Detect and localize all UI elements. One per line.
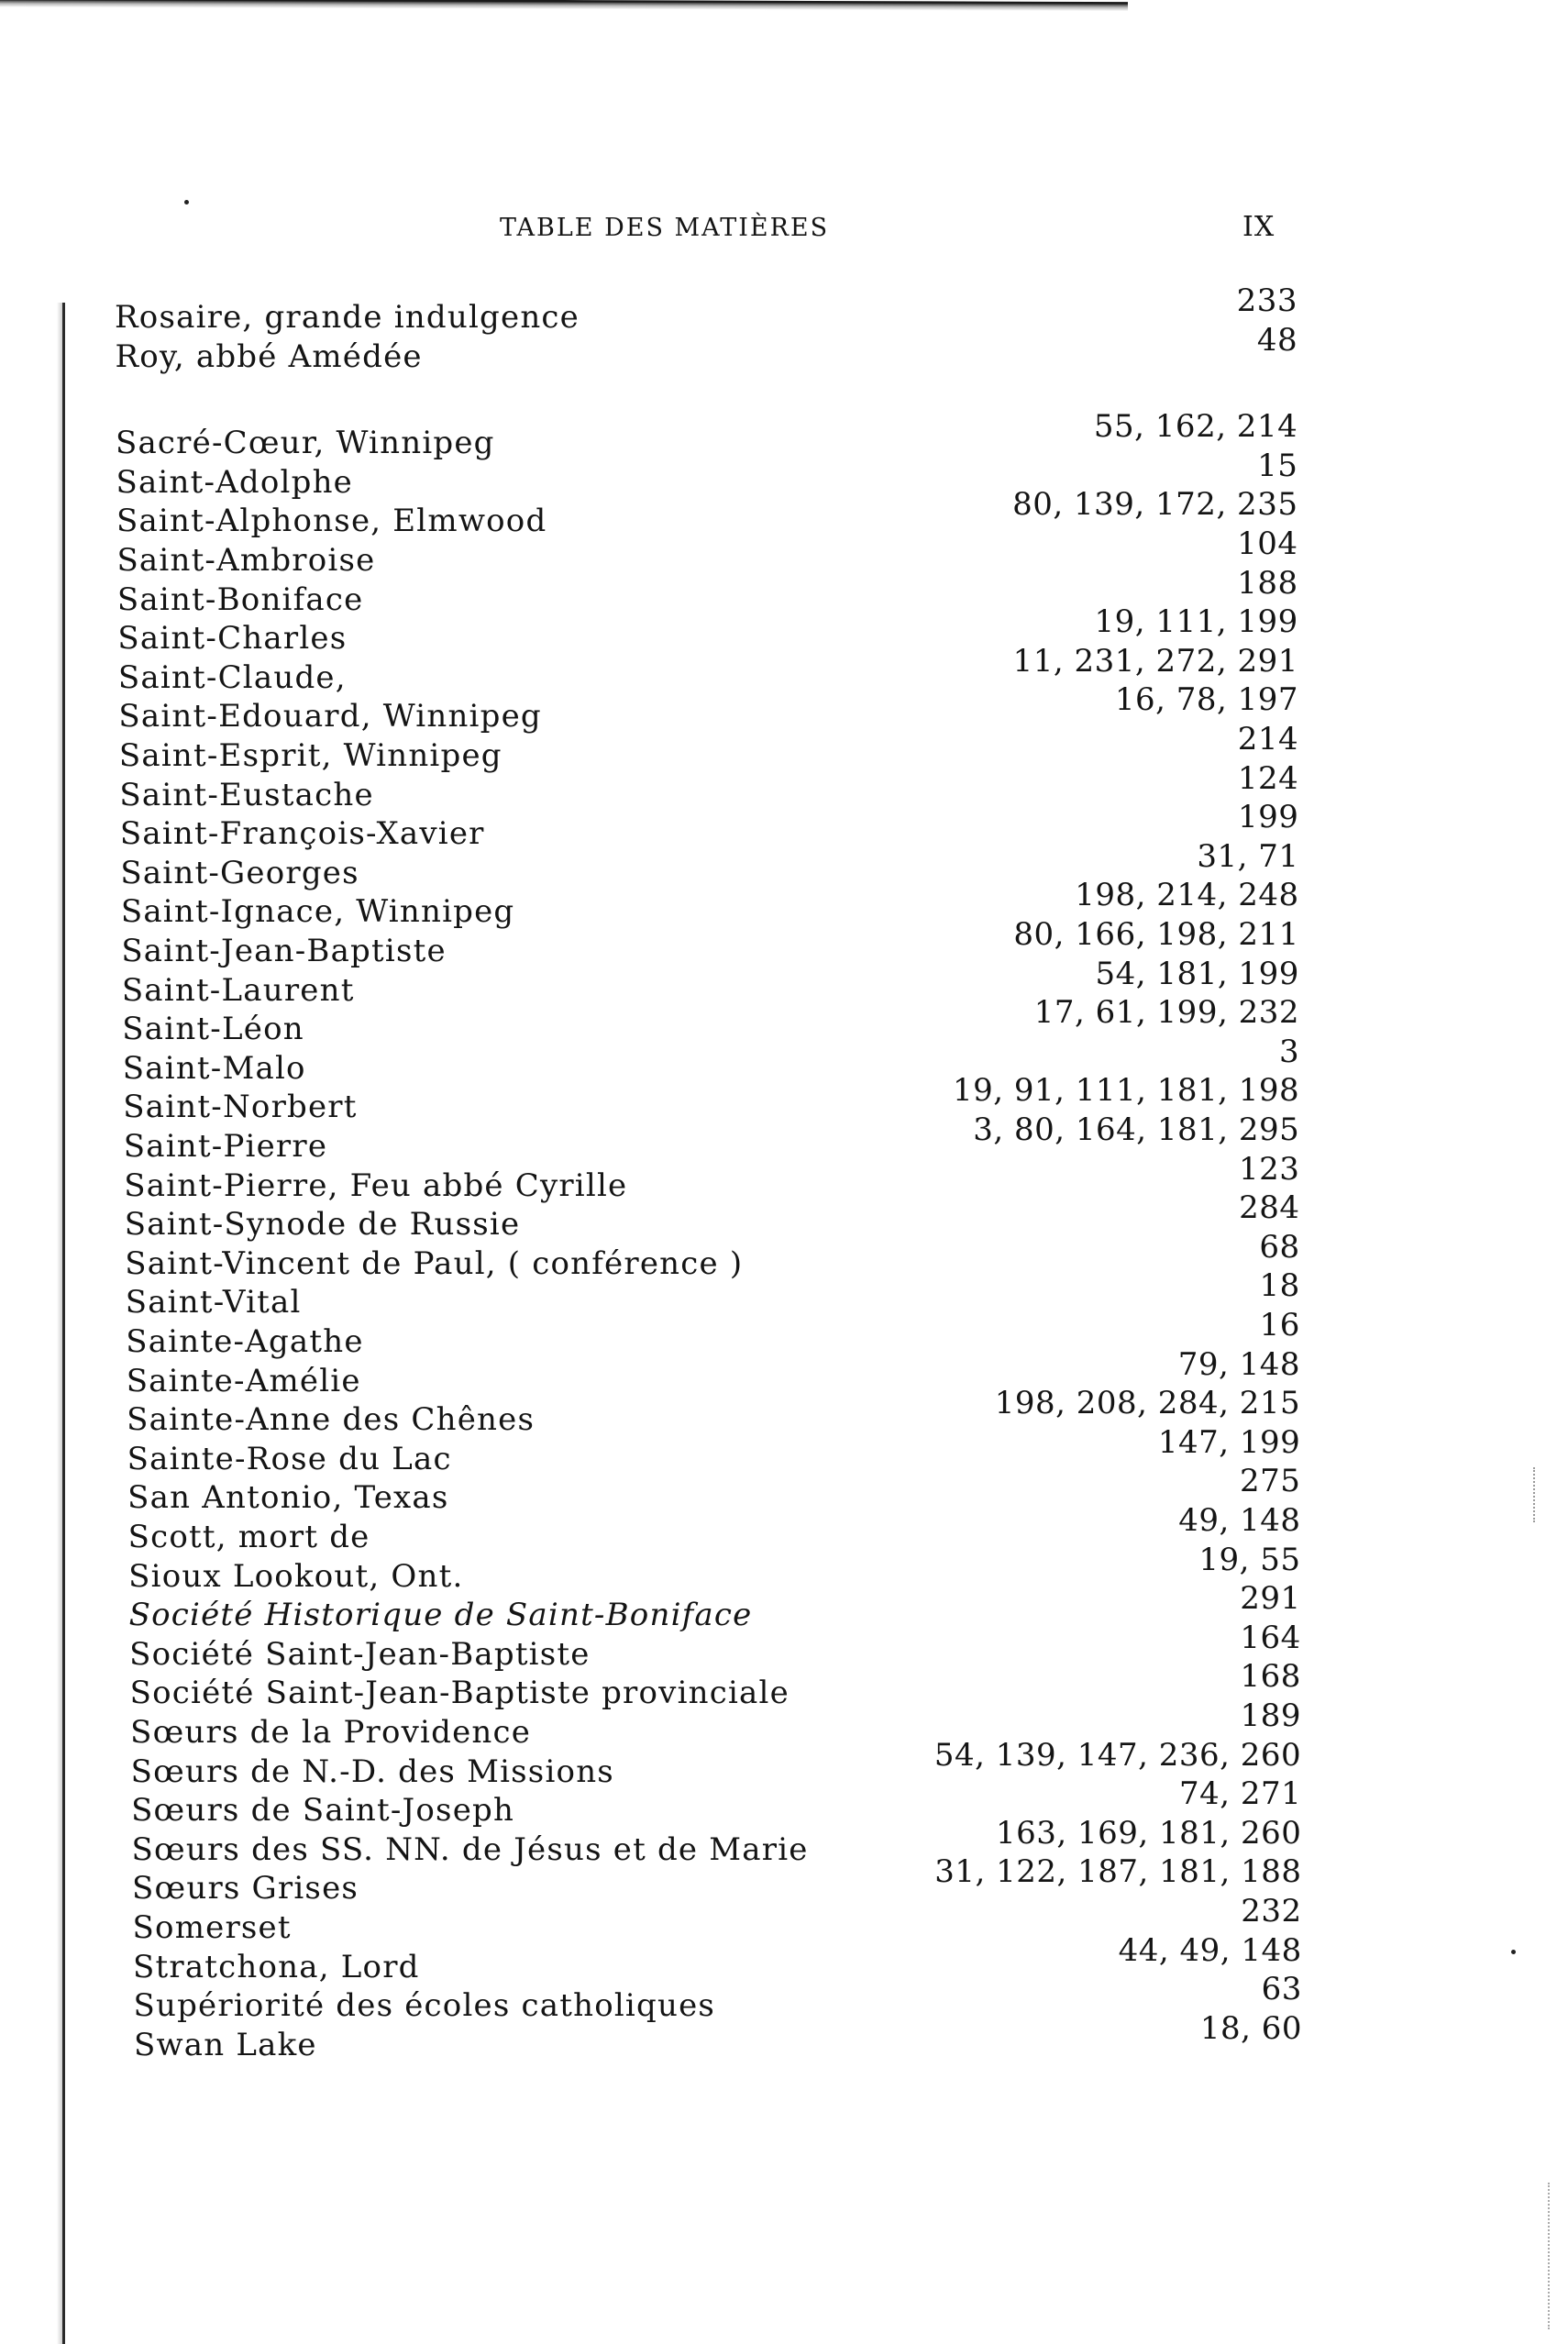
- index-term: Saint-Pierre, Feu abbé Cyrille: [124, 1166, 628, 1204]
- index-entry: [133, 1931, 1302, 1985]
- index-entry: [119, 799, 1299, 853]
- index-term: Société Historique de Saint-Boniface: [128, 1597, 753, 1634]
- index-page-refs: 79, 148: [1177, 1345, 1300, 1383]
- index-page-refs: 19, 55: [1198, 1541, 1301, 1578]
- index-term: Sainte-Amélie: [126, 1362, 361, 1399]
- index-entry: [130, 1736, 1302, 1790]
- index-entry: [115, 408, 1298, 462]
- index-term: Saint-Vincent de Paul, ( conférence ): [125, 1244, 744, 1282]
- index-term: Saint-Alphonse, Elmwood: [116, 503, 547, 540]
- index-page-refs: 124: [1237, 759, 1299, 797]
- index-page-refs: 16, 78, 197: [1114, 681, 1299, 719]
- index-entry: [124, 1189, 1300, 1244]
- index-term: Sœurs des SS. NN. de Jésus et de Marie: [131, 1830, 809, 1868]
- index-term: Sainte-Anne des Chênes: [127, 1401, 536, 1439]
- index-term: Saint-Jean-Baptiste: [121, 933, 447, 969]
- index-page-refs: 17, 61, 199, 232: [1033, 994, 1299, 1032]
- index-entry: [133, 1971, 1302, 2025]
- index-term: Sœurs de la Providence: [130, 1714, 532, 1751]
- index-term: Sainte-Agathe: [126, 1323, 364, 1360]
- index-page-refs: 63: [1261, 1971, 1302, 2008]
- page-left-edge: [62, 303, 65, 2344]
- index-entry: [122, 994, 1299, 1048]
- index-page-refs: 147, 199: [1157, 1423, 1301, 1461]
- index-entry: [125, 1228, 1300, 1282]
- index-page-refs: 214: [1237, 721, 1299, 757]
- index-entry: [124, 1150, 1300, 1204]
- index-term: Saint-Edouard, Winnipeg: [118, 698, 542, 735]
- index-page-refs: 284: [1239, 1189, 1300, 1227]
- scan-artifact: [1533, 1467, 1537, 1522]
- index-page-refs: 199: [1237, 799, 1299, 836]
- index-term: Saint-Léon: [122, 1011, 304, 1048]
- index-page-refs: 189: [1240, 1697, 1302, 1734]
- index-entry: [123, 1111, 1300, 1165]
- index-page-refs: 80, 166, 198, 211: [1013, 916, 1299, 953]
- index-term: Saint-Pierre: [123, 1128, 328, 1165]
- index-entry: [115, 282, 1297, 336]
- index-page-refs: 232: [1241, 1893, 1302, 1929]
- index-page-refs: 3, 80, 164, 181, 295: [973, 1111, 1300, 1148]
- index-entry: [129, 1658, 1301, 1712]
- index-term: Stratchona, Lord: [133, 1948, 420, 1985]
- index-page-refs: 31, 122, 187, 181, 188: [934, 1853, 1302, 1891]
- index-term: Saint-Vital: [125, 1284, 302, 1321]
- index-page-refs: 163, 169, 181, 260: [995, 1814, 1302, 1852]
- index-term: Sacré-Cœur, Winnipeg: [115, 425, 495, 462]
- index-page-refs: 74, 271: [1179, 1775, 1302, 1813]
- index-term: Sœurs Grises: [132, 1870, 359, 1907]
- index-entry: [125, 1267, 1300, 1321]
- index-page-refs: 54, 139, 147, 236, 260: [933, 1736, 1302, 1774]
- ink-speck: [184, 200, 189, 205]
- index-page-refs: 123: [1239, 1150, 1300, 1188]
- index-term: Saint-Esprit, Winnipeg: [118, 737, 502, 774]
- index-page-refs: 54, 181, 199: [1095, 955, 1299, 992]
- index-page-refs: 11, 231, 272, 291: [1012, 642, 1298, 680]
- index-term: Saint-Georges: [120, 854, 359, 891]
- index-entry: [126, 1307, 1300, 1360]
- index-term: Saint-Ambroise: [116, 542, 376, 579]
- index-term: Rosaire, grande indulgence: [115, 299, 580, 336]
- index-page-refs: 3: [1278, 1033, 1300, 1070]
- index-page-refs: 68: [1259, 1228, 1300, 1266]
- index-entry: [127, 1463, 1301, 1517]
- index-page-refs: 18: [1259, 1267, 1300, 1305]
- index-page-refs: 168: [1240, 1658, 1301, 1696]
- index-term: Saint-François-Xavier: [119, 815, 485, 853]
- index-entry: [132, 1853, 1302, 1907]
- index-page-refs: 104: [1237, 525, 1298, 562]
- index-entry: [118, 721, 1299, 774]
- ink-speck: [1511, 1950, 1516, 1954]
- index-page-refs: 16: [1259, 1307, 1300, 1343]
- index-entry: [127, 1385, 1301, 1439]
- index-page-refs: 55, 162, 214: [1093, 408, 1298, 446]
- index-entry: [134, 2009, 1302, 2063]
- index-page-refs: 18, 60: [1199, 2009, 1302, 2047]
- index-entry: [116, 525, 1298, 579]
- index-term: Saint-Charles: [117, 620, 348, 658]
- index-term: Scott, mort de: [127, 1519, 370, 1555]
- index-term: Saint-Eustache: [119, 776, 374, 813]
- index-page-refs: 31, 71: [1197, 837, 1299, 875]
- index-page-refs: 233: [1236, 282, 1297, 319]
- index-term: Saint-Laurent: [121, 971, 355, 1009]
- index-term: Société Saint-Jean-Baptiste provinciale: [129, 1675, 790, 1712]
- index-term: Saint-Ignace, Winnipeg: [120, 893, 515, 931]
- index-page-refs: 44, 49, 148: [1118, 1931, 1302, 1969]
- index-page-refs: 19, 91, 111, 181, 198: [953, 1072, 1300, 1110]
- index-term: Saint-Claude,: [117, 658, 347, 696]
- index-term: Saint-Boniface: [116, 580, 364, 618]
- index-page-refs: 19, 111, 199: [1094, 603, 1298, 641]
- index-term: Somerset: [132, 1909, 292, 1946]
- index-page-refs: 275: [1239, 1463, 1301, 1500]
- index-page-refs: 198, 214, 248: [1075, 877, 1299, 914]
- index-entry: [115, 321, 1298, 375]
- index-term: Saint-Malo: [122, 1049, 306, 1087]
- index-entry: [118, 681, 1299, 735]
- index-page-refs: 80, 139, 172, 235: [1012, 486, 1298, 524]
- index-term: Swan Lake: [134, 2026, 317, 2063]
- index-term: San Antonio, Texas: [127, 1479, 449, 1517]
- index-entry: [127, 1502, 1301, 1555]
- index-entry: [119, 759, 1299, 813]
- index-term: Sainte-Rose du Lac: [127, 1440, 452, 1477]
- index-page-refs: 198, 208, 284, 215: [994, 1385, 1301, 1422]
- index-page-refs: 15: [1257, 447, 1298, 484]
- index-entry: [129, 1619, 1301, 1673]
- index-term: Saint-Adolphe: [116, 463, 353, 501]
- page-top-edge: [0, 0, 1128, 11]
- index-term: Saint-Norbert: [123, 1089, 358, 1126]
- index-entry: [116, 486, 1298, 540]
- index-term: Roy, abbé Amédée: [115, 337, 423, 375]
- index-page-refs: 188: [1237, 564, 1298, 602]
- index-page-refs: 164: [1240, 1619, 1301, 1656]
- index-entry: [127, 1423, 1301, 1477]
- index-term: Société Saint-Jean-Baptiste: [129, 1635, 591, 1673]
- index-entry: [128, 1580, 1301, 1634]
- running-header-title: TABLE DES MATIÈRES: [500, 214, 830, 242]
- index-page-refs: 49, 148: [1178, 1502, 1301, 1539]
- index-term: Sœurs de N.-D. des Missions: [130, 1752, 614, 1790]
- index-page-refs: 291: [1240, 1580, 1301, 1618]
- index-term: Sioux Lookout, Ont.: [128, 1557, 464, 1595]
- index-term: Supériorité des écoles catholiques: [133, 1987, 716, 2025]
- index-entry: [128, 1541, 1301, 1595]
- index-term: Saint-Synode de Russie: [124, 1206, 521, 1244]
- page-number: IX: [1242, 211, 1275, 243]
- index-term: Sœurs de Saint-Joseph: [131, 1792, 515, 1830]
- index-page-refs: 48: [1256, 321, 1298, 359]
- scan-artifact: [1548, 2183, 1551, 2329]
